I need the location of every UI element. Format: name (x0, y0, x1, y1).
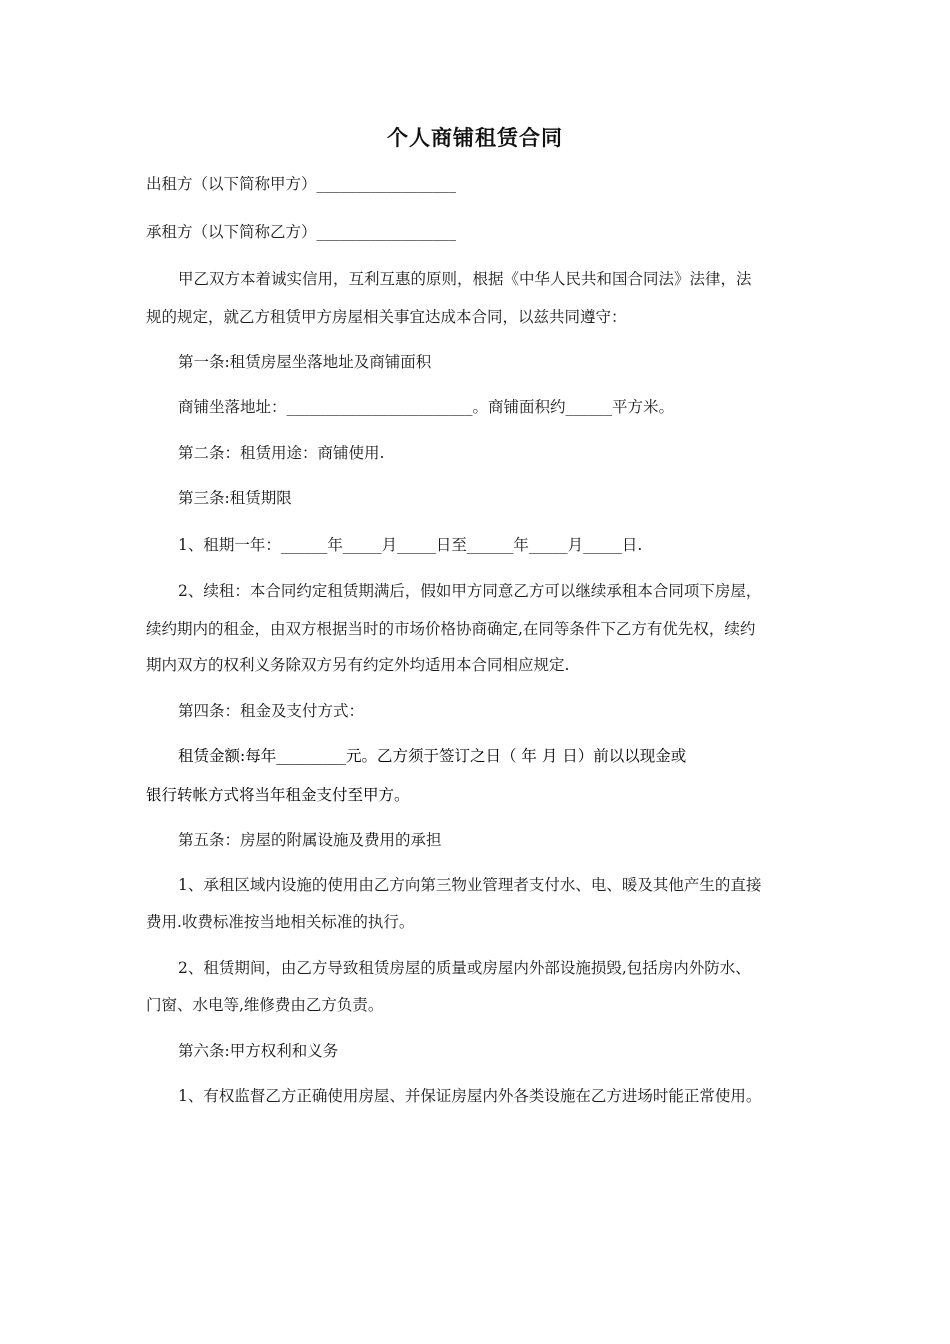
rent-amount-line-1: 租赁金额:每年_________元。乙方须于签订之日（ 年 月 日）前以以现金或 (178, 747, 687, 765)
renewal-line-1: 2、续租：本合同约定租赁期满后，假如甲方同意乙方可以继续承租本合同项下房屋， (178, 582, 762, 600)
facilities-line-1: 1、承租区域内设施的使用由乙方向第三物业管理者支付水、电、暖及其他产生的直接 (178, 876, 762, 894)
damage-line-1: 2、租赁期间，由乙方导致租赁房屋的质量或房屋内外部设施损毁,包括房内外防水、 (178, 959, 751, 977)
article-5-heading: 第五条：房屋的附属设施及费用的承担 (178, 831, 442, 849)
document-title: 个人商铺租赁合同 (387, 125, 563, 150)
article-2-heading: 第二条：租赁用途：商铺使用. (178, 444, 385, 462)
lessor-rights-line-1: 1、有权监督乙方正确使用房屋、并保证房屋内外各类设施在乙方进场时能正常使用。 (178, 1087, 762, 1105)
article-4-heading: 第四条：租金及支付方式： (178, 702, 365, 720)
damage-line-2: 门窗、水电等,维修费由乙方负责。 (146, 996, 384, 1014)
shop-address-line: 商铺坐落地址：________________________。商铺面积约______平方米。 (178, 398, 675, 416)
lease-term-line: 1、租期一年：______年_____月_____日至______年_____月_____日. (178, 536, 643, 554)
renewal-line-3: 期内双方的权利义务除双方另有约定外均适用本合同相应规定. (146, 656, 570, 674)
lessee-line: 承租方（以下简称乙方）__________________ (146, 223, 457, 241)
article-3-heading: 第三条:租赁期限 (178, 489, 292, 507)
article-1-heading: 第一条:租赁房屋坐落地址及商铺面积 (178, 353, 432, 371)
rent-amount-line-2: 银行转帐方式将当年租金支付至甲方。 (146, 786, 410, 804)
preamble-line-2: 规的规定，就乙方租赁甲方房屋相关事宜达成本合同，以兹共同遵守： (146, 308, 627, 326)
renewal-line-2: 续约期内的租金，由双方根据当时的市场价格协商确定,在同等条件下乙方有优先权，续约 (146, 620, 756, 638)
preamble-line-1: 甲乙双方本着诚实信用，互利互惠的原则，根据《中华人民共和国合同法》法律，法 (178, 270, 752, 288)
lessor-line: 出租方（以下简称甲方）__________________ (146, 175, 457, 193)
article-6-heading: 第六条:甲方权利和义务 (178, 1042, 339, 1060)
facilities-line-2: 费用.收费标准按当地相关标准的执行。 (146, 913, 415, 931)
